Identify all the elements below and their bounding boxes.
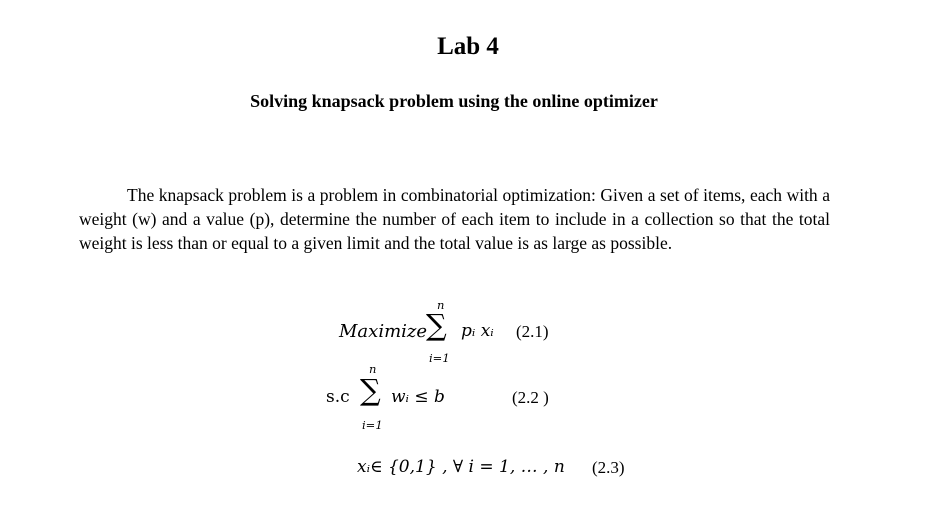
intro-paragraph: The knapsack problem is a problem in combinatorial optimization: Given a set of items, each with a weight (w) and a value (p), determine the number of each item to include in a collection so that the total weight is less than or equal to a given limit and the total value is as large as possible. xyxy=(79,185,830,253)
page-subtitle: Solving knapsack problem using the online optimizer xyxy=(250,91,658,111)
eq1-terms: pᵢ xᵢ xyxy=(461,321,494,341)
eq2-terms: wᵢ ≤ b xyxy=(391,387,445,407)
eq1-number: (2.1) xyxy=(516,322,549,341)
eq2-lead-text: s.c xyxy=(326,387,350,407)
eq3-terms: xᵢ∈ {0,1} , ∀ i = 1, … , n xyxy=(357,457,565,477)
eq2-sum-lower-limit: i=1 xyxy=(362,418,383,432)
eq2-number: (2.2 ) xyxy=(512,388,549,407)
eq2-sum-upper-limit: n xyxy=(369,362,377,376)
eq1-lead-text: Maximize xyxy=(339,321,428,342)
eq1-sum-upper-limit: n xyxy=(437,298,445,312)
eq1-sum-lower-limit: i=1 xyxy=(429,351,450,365)
summation-icon: ∑ xyxy=(360,373,381,407)
eq3-number: (2.3) xyxy=(592,458,625,477)
page-title: Lab 4 xyxy=(437,33,499,60)
summation-icon: ∑ xyxy=(426,308,447,342)
